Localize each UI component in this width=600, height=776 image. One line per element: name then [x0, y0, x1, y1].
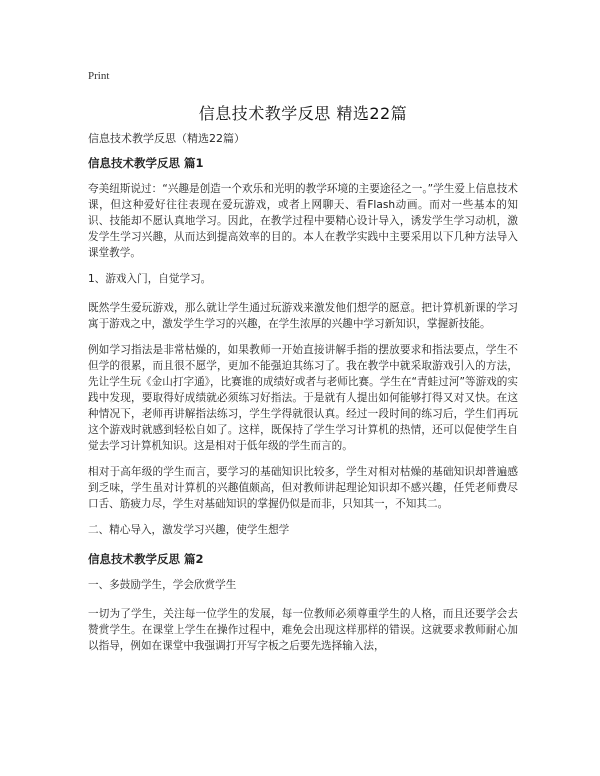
print-label[interactable]: Print: [88, 70, 110, 82]
page-title: 信息技术教学反思 精选22篇: [198, 104, 408, 123]
paragraph: 既然学生爱玩游戏，那么就让学生通过玩游戏来激发他们想学的愿意。把计算机新课的学习寓于游戏之中，激发学生学习的兴趣，在学生浓厚的兴趣中学习新知识，掌握新技能。: [88, 302, 518, 330]
paragraph: 相对于高年级的学生而言，要学习的基础知识比较多，学生对相对枯燥的基础知识却普遍感到乏味，学生虽对计算机的兴趣值颇高，但对教师讲起理论知识却不感兴趣，任凭老师费尽口舌、筋疲力尽，学生对基础知识的掌握仍似是而非，只知其一，不知其二。: [88, 466, 518, 510]
section-heading: 信息技术教学反思 篇2: [88, 552, 204, 566]
section-heading: 信息技术教学反思 篇1: [88, 156, 204, 170]
paragraph: 1、游戏入门，自觉学习。: [88, 273, 212, 285]
paragraph: 一、多鼓励学生，学会欣赏学生: [88, 579, 237, 591]
document-subtitle: 信息技术教学反思（精选22篇）: [88, 132, 245, 145]
paragraph: 夸美纽斯说过：“兴趣是创造一个欢乐和光明的教学环境的主要途径之一。”学生爱上信息技术课，但这种爱好往往表现在爱玩游戏，或者上网聊天、看Flash动画。而对一些基本的知识、技能却不愿认真地学习。因此，在教学过程中要精心设计导入，诱发学生学习动机，激发学生学习兴趣，从而达到提高效率的目的。本人在教学实践中主要采用以下几种方法导入课堂教学。: [88, 183, 518, 259]
document-body: [88, 155, 518, 664]
paragraph: 二、精心导入，激发学习兴趣，使学生想学: [88, 524, 290, 536]
paragraph: 例如学习指法是非常枯燥的，如果教师一开始直接讲解手指的摆放要求和指法要点，学生不但学的很累，而且很不愿学，更加不能强迫其练习了。我在教学中就采取游戏引入的方法，先让学生玩《金山打字通》，比赛谁的成绩好或者与老师比赛。学生在“青蛙过河”等游戏的实践中发现，要取得好成绩就必须练习好指法。于是就有人提出如何能够打得又对又快。在这种情况下，老师再讲解指法练习，学生学得就很认真。经过一段时间的练习后，学生们再玩这个游戏时就感到轻松自如了。这样，既保持了学生学习计算机的热情，还可以促使学生自觉去学习计算机知识。这是相对于低年级的学生而言的。: [88, 344, 518, 452]
paragraph: 一切为了学生，关注每一位学生的发展，每一位教师必须尊重学生的人格，而且还要学会去赞赏学生。在课堂上学生在操作过程中，难免会出现这样那样的错误。这就要求教师耐心加以指导，例如在课堂中我强调打开写字板之后要先选择输入法，: [88, 608, 518, 652]
